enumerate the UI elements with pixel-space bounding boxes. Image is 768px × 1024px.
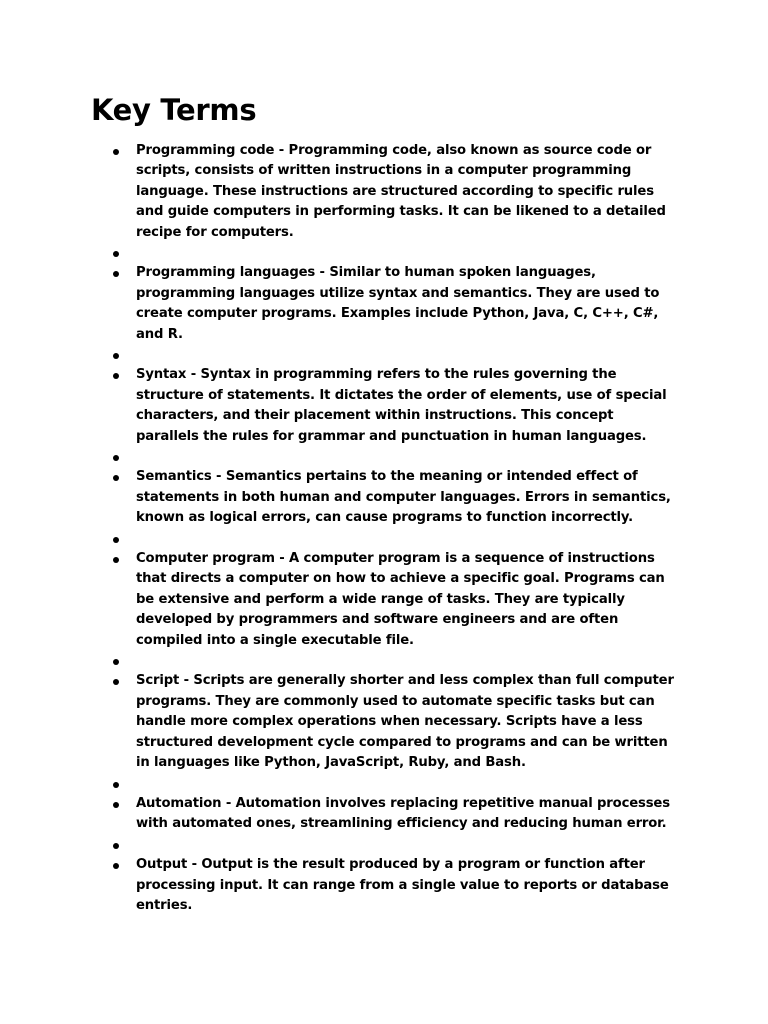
list-item	[0, 549, 676, 651]
list-item-empty	[0, 447, 676, 467]
bullet-icon	[113, 455, 119, 461]
page-title: Key Terms	[91, 93, 257, 127]
term-text: Semantics - Semantics pertains to the meaning or intended effect of statements in both human and computer languages. Errors in semantics, known as logical errors, can cause programs to function incorrectly.	[136, 469, 671, 526]
bullet-icon	[113, 251, 119, 257]
bullet-icon	[113, 557, 119, 563]
bullet-icon	[113, 149, 119, 155]
list-item-empty	[0, 651, 676, 671]
term-text: Programming code - Programming code, also known as source code or scripts, consists of written instructions in a computer programming language. These instructions are structured according to specific rules and guide computers in performing tasks. It can be likened to a detailed recipe for computers.	[136, 143, 666, 240]
term-text: Programming languages - Similar to human spoken languages, programming languages utilize syntax and semantics. They are used to create computer programs. Examples include Python, Java, C, C++, C#, and R.	[136, 265, 660, 342]
bullet-icon	[113, 843, 119, 849]
bullet-icon	[113, 353, 119, 359]
bullet-icon	[113, 782, 119, 788]
list-item-empty	[0, 774, 676, 794]
term-text: Automation - Automation involves replacing repetitive manual processes with automated ones, streamlining efficiency and reducing human error.	[136, 795, 670, 832]
bullet-icon	[113, 373, 119, 379]
key-terms-list	[0, 141, 768, 916]
list-item-empty	[0, 835, 676, 855]
list-item	[0, 855, 676, 916]
term-text: Computer program - A computer program is a sequence of instructions that directs a computer on how to achieve a specific goal. Programs can be extensive and perform a wide range of tasks. They are typically developed by programmers and software engineers and are often compiled into a single executable file.	[136, 551, 665, 648]
list-item-empty	[0, 345, 676, 365]
bullet-icon	[113, 802, 119, 808]
bullet-icon	[113, 659, 119, 665]
list-item-empty	[0, 529, 676, 549]
bullet-icon	[113, 679, 119, 685]
list-item	[0, 141, 676, 243]
term-text: Output - Output is the result produced by a program or function after processing input. It can range from a single value to reports or database entries.	[136, 857, 669, 913]
list-item	[0, 263, 676, 345]
bullet-icon	[113, 271, 119, 277]
list-item	[0, 365, 676, 447]
list-item	[0, 671, 676, 773]
term-text: Syntax - Syntax in programming refers to the rules governing the structure of statements. It dictates the order of elements, use of special characters, and their placement within instructions. This concept parallels the rules for grammar and punctuation in human languages.	[136, 367, 667, 444]
bullet-icon	[113, 475, 119, 481]
term-text: Script - Scripts are generally shorter and less complex than full computer programs. They are commonly used to automate specific tasks but can handle more complex operations when necessary. Scripts have a less structured development cycle compared to programs and can be written in languages like Python, JavaScript, Ruby, and Bash.	[136, 673, 674, 771]
list-item-empty	[0, 243, 676, 263]
bullet-icon	[113, 537, 119, 543]
list-item	[0, 467, 676, 528]
list-item	[0, 794, 676, 835]
bullet-icon	[113, 863, 119, 869]
